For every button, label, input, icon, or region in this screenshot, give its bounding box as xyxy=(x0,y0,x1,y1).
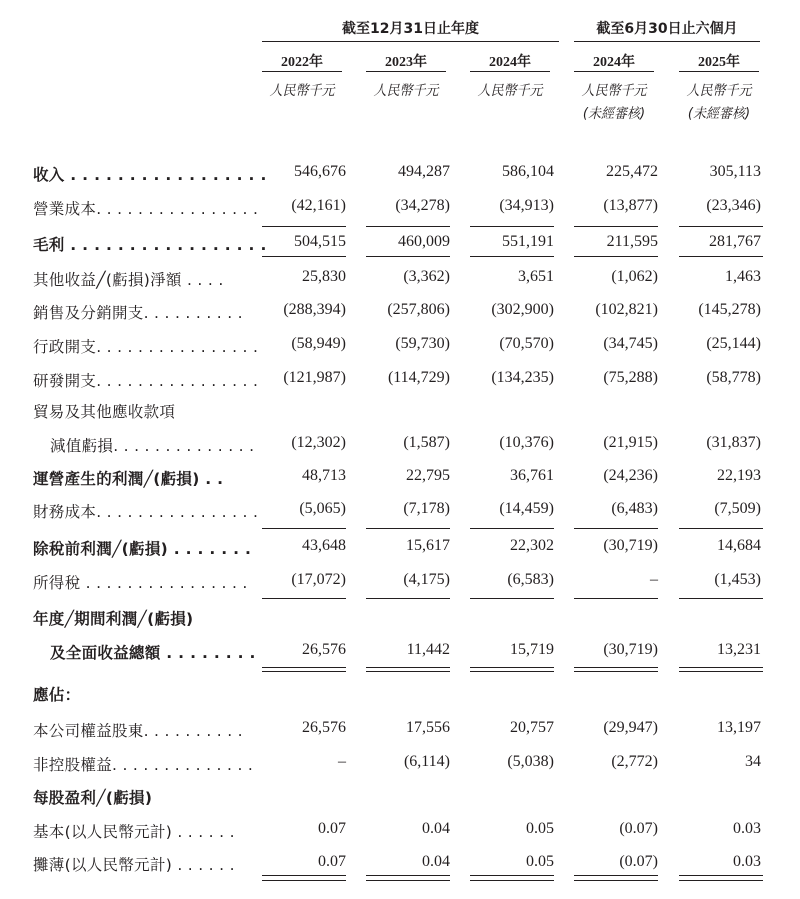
total-double-rule xyxy=(574,875,658,876)
row-value: 0.05 xyxy=(526,853,554,870)
row-value: 551,191 xyxy=(502,233,554,250)
row-value: (0.07) xyxy=(619,853,658,870)
subtotal-rule xyxy=(679,598,763,599)
row-value: (5,038) xyxy=(507,753,554,770)
row-value: 22,193 xyxy=(717,467,761,484)
row-value: 211,595 xyxy=(606,233,658,250)
annual-group-heading: 截至12月31日止年度 xyxy=(342,21,479,37)
row-value: 11,442 xyxy=(406,641,450,658)
column-header-rule xyxy=(470,71,550,72)
row-label: 應佔： xyxy=(33,686,81,704)
row-value: 494,287 xyxy=(398,163,450,180)
row-value: (7,509) xyxy=(714,500,761,517)
row-value: (145,278) xyxy=(698,301,761,318)
row-value: (70,570) xyxy=(499,335,554,352)
row-value: (42,161) xyxy=(291,197,346,214)
row-value: 22,795 xyxy=(406,467,450,484)
interim-group-heading: 截至6月30日止六個月 xyxy=(596,21,738,37)
total-double-rule xyxy=(679,880,763,881)
row-value: 0.07 xyxy=(318,853,346,870)
row-value: 15,719 xyxy=(510,641,554,658)
subtotal-rule xyxy=(574,256,658,257)
row-value: (13,877) xyxy=(603,197,658,214)
total-double-rule xyxy=(262,667,346,668)
row-value: (75,288) xyxy=(603,369,658,386)
row-value: 13,231 xyxy=(717,641,761,658)
row-value: 13,197 xyxy=(717,719,761,736)
column-unit: 人民幣千元 xyxy=(269,83,335,99)
row-label: 非控股權益. . . . . . . . . . . . . . xyxy=(33,756,254,774)
subtotal-rule xyxy=(470,528,554,529)
row-label: 其他收益╱(虧損)淨額 . . . . xyxy=(33,271,224,289)
row-value: 26,576 xyxy=(302,641,346,658)
row-value: (34,913) xyxy=(499,197,554,214)
row-value: 586,104 xyxy=(502,163,554,180)
column-header-rule xyxy=(574,71,654,72)
row-value: 17,556 xyxy=(406,719,450,736)
row-value: (58,778) xyxy=(706,369,761,386)
row-label: 營業成本. . . . . . . . . . . . . . . . xyxy=(33,200,259,218)
column-year: 2024年 xyxy=(593,55,635,70)
row-value: 3,651 xyxy=(518,268,554,285)
subtotal-rule xyxy=(262,528,346,529)
row-value: (6,114) xyxy=(403,753,450,770)
row-value: 48,713 xyxy=(302,467,346,484)
row-label: 年度╱期間利潤╱(虧損) xyxy=(33,610,194,628)
column-year: 2024年 xyxy=(489,55,531,70)
row-value: 36,761 xyxy=(510,467,554,484)
column-unit: 人民幣千元 xyxy=(581,83,647,99)
total-double-rule xyxy=(470,875,554,876)
row-label: 本公司權益股東. . . . . . . . . . xyxy=(33,722,243,740)
row-value: (3,362) xyxy=(403,268,450,285)
row-value: (6,483) xyxy=(611,500,658,517)
row-value: 25,830 xyxy=(302,268,346,285)
row-label: 減值虧損. . . . . . . . . . . . . . xyxy=(50,437,255,455)
column-year: 2025年 xyxy=(698,55,740,70)
row-value: (31,837) xyxy=(706,434,761,451)
column-year: 2022年 xyxy=(281,55,323,70)
subtotal-rule xyxy=(366,598,450,599)
total-double-rule xyxy=(679,671,763,672)
row-value: (58,949) xyxy=(291,335,346,352)
column-unit: (未經審核) xyxy=(582,106,646,122)
row-label: 銷售及分銷開支. . . . . . . . . . xyxy=(33,304,243,322)
interim-group-rule xyxy=(574,41,760,42)
row-value: (24,236) xyxy=(603,467,658,484)
subtotal-rule xyxy=(262,226,346,227)
total-double-rule xyxy=(679,875,763,876)
row-value: (7,178) xyxy=(403,500,450,517)
row-value: 1,463 xyxy=(725,268,761,285)
row-value: (134,235) xyxy=(491,369,554,386)
subtotal-rule xyxy=(574,528,658,529)
row-value: 0.05 xyxy=(526,820,554,837)
row-value: (288,394) xyxy=(283,301,346,318)
row-value: 281,767 xyxy=(709,233,761,250)
row-value: 0.03 xyxy=(733,853,761,870)
row-value: (4,175) xyxy=(403,571,450,588)
row-label: 研發開支. . . . . . . . . . . . . . . . xyxy=(33,372,259,390)
row-value: 305,113 xyxy=(709,163,761,180)
subtotal-rule xyxy=(262,256,346,257)
row-value: (2,772) xyxy=(611,753,658,770)
total-double-rule xyxy=(366,880,450,881)
row-value: 43,648 xyxy=(302,537,346,554)
row-value: 34 xyxy=(745,753,761,770)
row-value: 460,009 xyxy=(398,233,450,250)
row-value: 504,515 xyxy=(294,233,346,250)
subtotal-rule xyxy=(366,256,450,257)
row-value: (21,915) xyxy=(603,434,658,451)
row-label: 運營產生的利潤╱(虧損) . . xyxy=(33,470,224,488)
row-value: (23,346) xyxy=(706,197,761,214)
row-value: (10,376) xyxy=(499,434,554,451)
total-double-rule xyxy=(470,671,554,672)
row-label: 行政開支. . . . . . . . . . . . . . . . xyxy=(33,338,259,356)
subtotal-rule xyxy=(574,598,658,599)
row-value: (25,144) xyxy=(706,335,761,352)
row-value: 546,676 xyxy=(294,163,346,180)
row-value: (30,719) xyxy=(603,537,658,554)
row-value: (5,065) xyxy=(299,500,346,517)
row-value: 225,472 xyxy=(606,163,658,180)
subtotal-rule xyxy=(470,226,554,227)
total-double-rule xyxy=(679,667,763,668)
subtotal-rule xyxy=(366,226,450,227)
row-value: (302,900) xyxy=(491,301,554,318)
row-value: 0.04 xyxy=(422,820,450,837)
row-value: (114,729) xyxy=(387,369,450,386)
total-double-rule xyxy=(262,671,346,672)
row-value: 15,617 xyxy=(406,537,450,554)
total-double-rule xyxy=(262,880,346,881)
row-value: 20,757 xyxy=(510,719,554,736)
row-value: – xyxy=(338,753,346,770)
row-value: (1,453) xyxy=(714,571,761,588)
row-value: (1,062) xyxy=(611,268,658,285)
subtotal-rule xyxy=(574,226,658,227)
subtotal-rule xyxy=(679,528,763,529)
row-value: (34,745) xyxy=(603,335,658,352)
row-value: 0.04 xyxy=(422,853,450,870)
row-value: 0.07 xyxy=(318,820,346,837)
column-unit: 人民幣千元 xyxy=(373,83,439,99)
row-value: – xyxy=(650,571,658,588)
row-value: 0.03 xyxy=(733,820,761,837)
total-double-rule xyxy=(366,875,450,876)
row-label: 所得稅 . . . . . . . . . . . . . . . . xyxy=(33,574,248,592)
subtotal-rule xyxy=(470,256,554,257)
row-label: 收入 . . . . . . . . . . . . . . . . . xyxy=(33,166,267,184)
column-unit: 人民幣千元 xyxy=(686,83,752,99)
row-label: 及全面收益總額 . . . . . . . . xyxy=(50,644,256,662)
row-value: 22,302 xyxy=(510,537,554,554)
row-label: 財務成本. . . . . . . . . . . . . . . . xyxy=(33,503,259,521)
row-value: (29,947) xyxy=(603,719,658,736)
row-value: 26,576 xyxy=(302,719,346,736)
row-value: (121,987) xyxy=(283,369,346,386)
annual-group-rule xyxy=(262,41,559,42)
row-value: (14,459) xyxy=(499,500,554,517)
row-value: (102,821) xyxy=(595,301,658,318)
subtotal-rule xyxy=(679,226,763,227)
column-year: 2023年 xyxy=(385,55,427,70)
row-value: (34,278) xyxy=(395,197,450,214)
row-value: (1,587) xyxy=(403,434,450,451)
row-label: 除稅前利潤╱(虧損) . . . . . . . xyxy=(33,540,252,558)
row-label: 貿易及其他應收款項 xyxy=(33,403,176,421)
row-value: (12,302) xyxy=(291,434,346,451)
column-header-rule xyxy=(679,71,759,72)
row-label: 每股盈利╱(虧損) xyxy=(33,789,153,807)
total-double-rule xyxy=(574,667,658,668)
row-value: (0.07) xyxy=(619,820,658,837)
column-unit: (未經審核) xyxy=(687,106,751,122)
total-double-rule xyxy=(574,880,658,881)
subtotal-rule xyxy=(262,598,346,599)
total-double-rule xyxy=(470,667,554,668)
row-label: 基本(以人民幣元計) . . . . . . xyxy=(33,823,235,841)
total-double-rule xyxy=(366,671,450,672)
row-label: 毛利 . . . . . . . . . . . . . . . . . xyxy=(33,236,267,254)
total-double-rule xyxy=(574,671,658,672)
row-value: (257,806) xyxy=(387,301,450,318)
column-header-rule xyxy=(366,71,446,72)
subtotal-rule xyxy=(366,528,450,529)
subtotal-rule xyxy=(470,598,554,599)
row-value: 14,684 xyxy=(717,537,761,554)
row-value: (30,719) xyxy=(603,641,658,658)
row-label: 攤薄(以人民幣元計) . . . . . . xyxy=(33,856,235,874)
total-double-rule xyxy=(262,875,346,876)
total-double-rule xyxy=(366,667,450,668)
row-value: (59,730) xyxy=(395,335,450,352)
row-value: (6,583) xyxy=(507,571,554,588)
column-header-rule xyxy=(262,71,342,72)
column-unit: 人民幣千元 xyxy=(477,83,543,99)
subtotal-rule xyxy=(679,256,763,257)
total-double-rule xyxy=(470,880,554,881)
row-value: (17,072) xyxy=(291,571,346,588)
